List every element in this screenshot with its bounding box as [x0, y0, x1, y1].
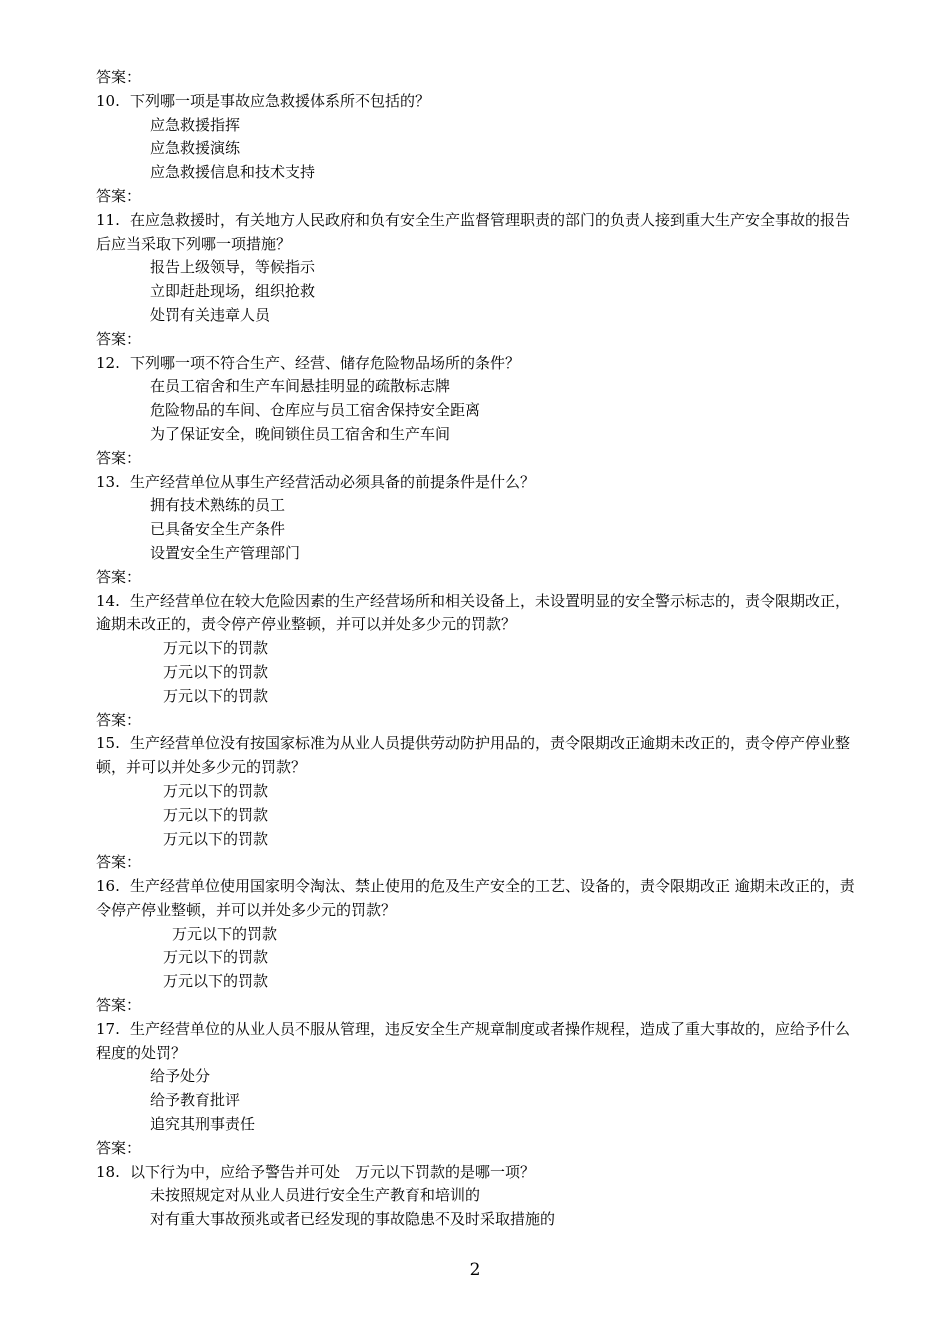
question-text: 以下行为中，应给予警告并可处 万元以下罚款的是哪一项？ [130, 1162, 536, 1181]
question-11 [96, 209, 858, 257]
question-15 [96, 732, 858, 780]
answer-label: 答案： [96, 329, 142, 348]
page-number: 2 [469, 1260, 481, 1280]
document-page [96, 66, 858, 1232]
question-number: 11. [96, 210, 120, 229]
question-14 [96, 590, 858, 638]
question-10 [96, 90, 858, 114]
question-number: 12. [96, 353, 120, 372]
option: 报告上级领导，等候指示 [150, 258, 316, 277]
question-text: 在应急救援时，有关地方人民政府和负有安全生产监督管理职责的部门的负责人接到重大生产安全事故的报告后应当采取下列哪一项措施？ [96, 210, 851, 253]
option: 处罚有关违章人员 [150, 305, 271, 324]
option: 危险物品的车间、仓库应与员工宿舍保持安全距离 [150, 401, 481, 420]
question-13 [96, 471, 858, 495]
question-16 [96, 875, 858, 923]
answer-label: 答案： [96, 186, 142, 205]
option: 应急救援演练 [150, 139, 241, 158]
option: 为了保证安全，晚间锁住员工宿舍和生产车间 [150, 424, 451, 443]
option: 万元以下的罚款 [163, 686, 269, 705]
answer-label: 答案： [96, 448, 142, 467]
question-number: 13. [96, 472, 120, 491]
question-text: 下列哪一项不符合生产、经营、储存危险物品场所的条件？ [130, 353, 521, 372]
option: 追究其刑事责任 [150, 1115, 256, 1134]
option: 未按照规定对从业人员进行安全生产教育和培训的 [150, 1186, 481, 1205]
option: 对有重大事故预兆或者已经发现的事故隐患不及时采取措施的 [150, 1210, 556, 1229]
option: 已具备安全生产条件 [150, 520, 286, 539]
option: 拥有技术熟练的员工 [150, 496, 286, 515]
answer-label: 答案： [96, 710, 142, 729]
option: 万元以下的罚款 [172, 924, 278, 943]
question-number: 18. [96, 1162, 120, 1181]
question-text: 生产经营单位使用国家明令淘汰、禁止使用的危及生产安全的工艺、设备的，责令限期改正 逾期未改正的，责令停产停业整顿，并可以并处多少元的罚款？ [96, 877, 855, 919]
answer-label: 答案： [96, 68, 142, 86]
question-18 [96, 1161, 858, 1185]
question-text: 生产经营单位没有按国家标准为从业人员提供劳动防护用品的，责令限期改正逾期未改正的，责令停产停业整顿，并可以并处多少元的罚款？ [96, 734, 851, 777]
option: 在员工宿舍和生产车间悬挂明显的疏散标志牌 [150, 377, 451, 396]
answer-label: 答案： [96, 1138, 142, 1157]
question-text: 生产经营单位在较大危险因素的生产经营场所和相关设备上，未设置明显的安全警示标志的，责令限期改正，逾期未改正的，责令停产停业整顿，并可以并处多少元的罚款？ [96, 591, 851, 634]
option: 万元以下的罚款 [163, 829, 269, 848]
option: 万元以下的罚款 [163, 972, 269, 991]
question-text: 下列哪一项是事故应急救援体系所不包括的？ [130, 91, 431, 110]
option: 设置安全生产管理部门 [150, 543, 301, 562]
question-number: 15. [96, 734, 120, 753]
question-text: 生产经营单位的从业人员不服从管理，违反安全生产规章制度或者操作规程，造成了重大事故的，应给予什么程度的处罚？ [96, 1019, 851, 1062]
option: 应急救援指挥 [150, 115, 241, 134]
question-17 [96, 1018, 858, 1066]
answer-label: 答案： [96, 996, 142, 1015]
option: 立即赶赴现场，组织抢救 [150, 282, 316, 301]
answer-label: 答案： [96, 853, 142, 872]
option: 万元以下的罚款 [163, 948, 269, 967]
option: 万元以下的罚款 [163, 662, 269, 681]
question-number: 10. [96, 91, 120, 110]
question-number: 17. [96, 1019, 120, 1038]
question-text: 生产经营单位从事生产经营活动必须具备的前提条件是什么？ [130, 472, 536, 491]
option: 万元以下的罚款 [163, 781, 269, 800]
question-number: 14. [96, 591, 120, 610]
option: 应急救援信息和技术支持 [150, 163, 316, 182]
question-12 [96, 352, 858, 376]
option: 万元以下的罚款 [163, 805, 269, 824]
question-number: 16. [96, 877, 120, 896]
option: 给予教育批评 [150, 1091, 241, 1110]
option: 万元以下的罚款 [163, 639, 269, 658]
option: 给予处分 [150, 1067, 211, 1086]
answer-label: 答案： [96, 567, 142, 586]
